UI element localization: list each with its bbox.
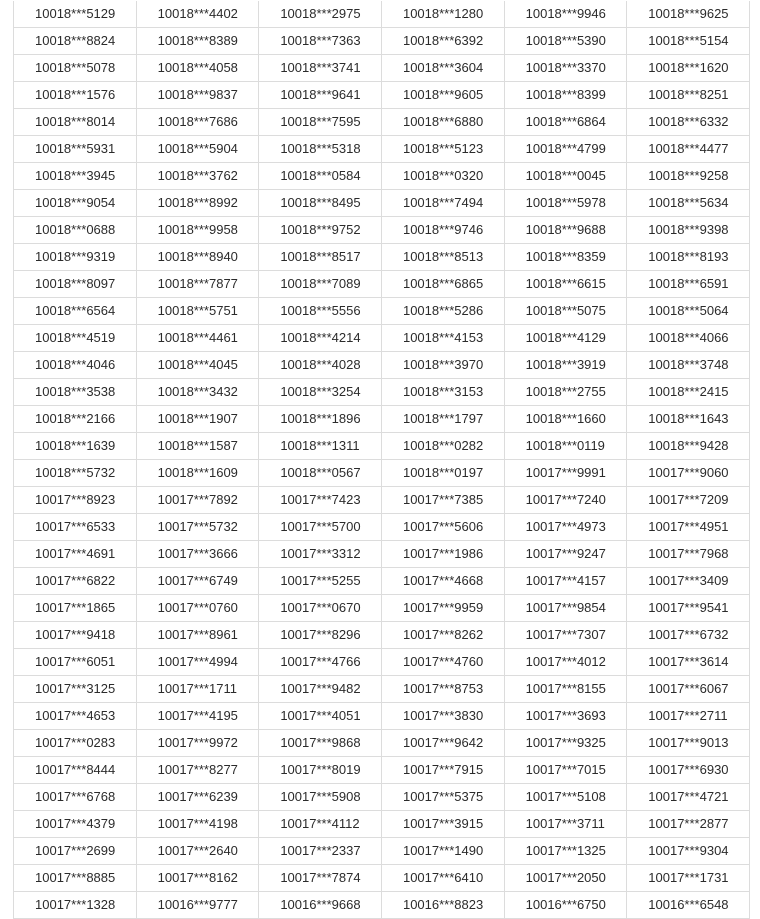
table-cell: 10018***5154 bbox=[627, 28, 750, 55]
table-row bbox=[14, 460, 750, 487]
table-cell: 10017***9991 bbox=[504, 460, 627, 487]
table-cell: 10018***5732 bbox=[14, 460, 137, 487]
table-cell: 10017***6239 bbox=[136, 784, 259, 811]
table-cell: 10017***4198 bbox=[136, 811, 259, 838]
table-cell: 10018***3604 bbox=[381, 55, 504, 82]
table-cell: 10017***7915 bbox=[381, 757, 504, 784]
table-cell: 10017***0283 bbox=[14, 730, 137, 757]
table-cell: 10017***4760 bbox=[381, 649, 504, 676]
table-cell: 10017***3666 bbox=[136, 541, 259, 568]
table-row bbox=[14, 595, 750, 622]
table-cell: 10018***1896 bbox=[259, 406, 382, 433]
table-cell: 10017***4379 bbox=[14, 811, 137, 838]
table-cell: 10017***0670 bbox=[259, 595, 382, 622]
table-row bbox=[14, 730, 750, 757]
table-cell: 10018***7595 bbox=[259, 109, 382, 136]
table-cell: 10017***8885 bbox=[14, 865, 137, 892]
table-row bbox=[14, 514, 750, 541]
table-cell: 10018***5904 bbox=[136, 136, 259, 163]
table-cell: 10017***7968 bbox=[627, 541, 750, 568]
table-cell: 10017***4195 bbox=[136, 703, 259, 730]
table-cell: 10017***4766 bbox=[259, 649, 382, 676]
table-row bbox=[14, 1, 750, 28]
table-cell: 10018***8389 bbox=[136, 28, 259, 55]
table-cell: 10016***6750 bbox=[504, 892, 627, 919]
table-cell: 10018***9319 bbox=[14, 244, 137, 271]
table-row bbox=[14, 811, 750, 838]
table-cell: 10018***5123 bbox=[381, 136, 504, 163]
table-cell: 10018***1639 bbox=[14, 433, 137, 460]
table-cell: 10018***9837 bbox=[136, 82, 259, 109]
table-cell: 10017***3125 bbox=[14, 676, 137, 703]
table-cell: 10018***8251 bbox=[627, 82, 750, 109]
id-table-container bbox=[13, 1, 750, 919]
table-cell: 10017***4951 bbox=[627, 514, 750, 541]
table-cell: 10018***6332 bbox=[627, 109, 750, 136]
table-cell: 10018***9688 bbox=[504, 217, 627, 244]
table-cell: 10017***8019 bbox=[259, 757, 382, 784]
table-cell: 10017***9325 bbox=[504, 730, 627, 757]
table-cell: 10018***5931 bbox=[14, 136, 137, 163]
table-cell: 10017***4691 bbox=[14, 541, 137, 568]
table-cell: 10018***1620 bbox=[627, 55, 750, 82]
table-cell: 10018***4519 bbox=[14, 325, 137, 352]
table-cell: 10018***1280 bbox=[381, 1, 504, 28]
table-cell: 10018***1643 bbox=[627, 406, 750, 433]
table-cell: 10017***9304 bbox=[627, 838, 750, 865]
table-cell: 10018***9054 bbox=[14, 190, 137, 217]
table-cell: 10017***3711 bbox=[504, 811, 627, 838]
table-cell: 10018***9428 bbox=[627, 433, 750, 460]
table-cell: 10018***8097 bbox=[14, 271, 137, 298]
table-cell: 10018***5318 bbox=[259, 136, 382, 163]
table-cell: 10018***0197 bbox=[381, 460, 504, 487]
table-cell: 10017***4012 bbox=[504, 649, 627, 676]
table-cell: 10018***4799 bbox=[504, 136, 627, 163]
table-cell: 10018***1907 bbox=[136, 406, 259, 433]
table-cell: 10018***7089 bbox=[259, 271, 382, 298]
table-cell: 10018***6591 bbox=[627, 271, 750, 298]
table-cell: 10017***7209 bbox=[627, 487, 750, 514]
table-cell: 10018***3741 bbox=[259, 55, 382, 82]
table-cell: 10017***8162 bbox=[136, 865, 259, 892]
table-cell: 10017***1711 bbox=[136, 676, 259, 703]
table-cell: 10018***1660 bbox=[504, 406, 627, 433]
table-cell: 10018***2415 bbox=[627, 379, 750, 406]
table-cell: 10017***6822 bbox=[14, 568, 137, 595]
table-cell: 10018***9398 bbox=[627, 217, 750, 244]
table-cell: 10017***0760 bbox=[136, 595, 259, 622]
table-cell: 10017***8923 bbox=[14, 487, 137, 514]
table-cell: 10017***9482 bbox=[259, 676, 382, 703]
table-cell: 10017***1865 bbox=[14, 595, 137, 622]
table-row bbox=[14, 55, 750, 82]
table-row bbox=[14, 649, 750, 676]
table-cell: 10018***8513 bbox=[381, 244, 504, 271]
table-cell: 10018***5129 bbox=[14, 1, 137, 28]
table-cell: 10017***6533 bbox=[14, 514, 137, 541]
table-row bbox=[14, 865, 750, 892]
table-cell: 10018***3432 bbox=[136, 379, 259, 406]
table-cell: 10018***4129 bbox=[504, 325, 627, 352]
table-cell: 10018***4045 bbox=[136, 352, 259, 379]
table-cell: 10018***5751 bbox=[136, 298, 259, 325]
table-cell: 10017***2877 bbox=[627, 811, 750, 838]
table-cell: 10018***4477 bbox=[627, 136, 750, 163]
table-cell: 10017***1328 bbox=[14, 892, 137, 919]
table-cell: 10018***0584 bbox=[259, 163, 382, 190]
table-cell: 10017***3312 bbox=[259, 541, 382, 568]
table-cell: 10017***8155 bbox=[504, 676, 627, 703]
table-cell: 10017***9854 bbox=[504, 595, 627, 622]
table-row bbox=[14, 325, 750, 352]
table-cell: 10018***0567 bbox=[259, 460, 382, 487]
table-cell: 10017***7385 bbox=[381, 487, 504, 514]
table-cell: 10017***5732 bbox=[136, 514, 259, 541]
id-table bbox=[13, 1, 750, 919]
table-cell: 10017***5700 bbox=[259, 514, 382, 541]
table-row bbox=[14, 109, 750, 136]
table-row bbox=[14, 487, 750, 514]
table-cell: 10017***6930 bbox=[627, 757, 750, 784]
table-cell: 10018***7877 bbox=[136, 271, 259, 298]
table-cell: 10018***5390 bbox=[504, 28, 627, 55]
table-row bbox=[14, 838, 750, 865]
table-cell: 10018***3919 bbox=[504, 352, 627, 379]
table-cell: 10018***3254 bbox=[259, 379, 382, 406]
table-cell: 10018***5634 bbox=[627, 190, 750, 217]
table-cell: 10017***9959 bbox=[381, 595, 504, 622]
table-cell: 10018***6392 bbox=[381, 28, 504, 55]
table-cell: 10018***9752 bbox=[259, 217, 382, 244]
table-cell: 10018***5978 bbox=[504, 190, 627, 217]
table-cell: 10017***2050 bbox=[504, 865, 627, 892]
table-row bbox=[14, 676, 750, 703]
table-cell: 10017***1731 bbox=[627, 865, 750, 892]
table-cell: 10018***5556 bbox=[259, 298, 382, 325]
table-cell: 10017***7307 bbox=[504, 622, 627, 649]
table-cell: 10017***9868 bbox=[259, 730, 382, 757]
table-cell: 10017***4157 bbox=[504, 568, 627, 595]
table-row bbox=[14, 892, 750, 919]
table-cell: 10018***6865 bbox=[381, 271, 504, 298]
table-row bbox=[14, 784, 750, 811]
table-cell: 10017***3693 bbox=[504, 703, 627, 730]
table-cell: 10017***2711 bbox=[627, 703, 750, 730]
table-cell: 10018***2166 bbox=[14, 406, 137, 433]
table-cell: 10018***4402 bbox=[136, 1, 259, 28]
table-cell: 10018***9958 bbox=[136, 217, 259, 244]
table-cell: 10017***5375 bbox=[381, 784, 504, 811]
table-cell: 10018***1587 bbox=[136, 433, 259, 460]
table-cell: 10017***2640 bbox=[136, 838, 259, 865]
table-cell: 10017***8277 bbox=[136, 757, 259, 784]
table-cell: 10018***7494 bbox=[381, 190, 504, 217]
table-cell: 10017***6768 bbox=[14, 784, 137, 811]
table-cell: 10018***9605 bbox=[381, 82, 504, 109]
table-row bbox=[14, 433, 750, 460]
table-row bbox=[14, 271, 750, 298]
table-cell: 10016***9777 bbox=[136, 892, 259, 919]
table-cell: 10018***7363 bbox=[259, 28, 382, 55]
table-cell: 10018***8399 bbox=[504, 82, 627, 109]
table-cell: 10017***9972 bbox=[136, 730, 259, 757]
table-cell: 10017***6732 bbox=[627, 622, 750, 649]
table-row bbox=[14, 244, 750, 271]
table-cell: 10017***6410 bbox=[381, 865, 504, 892]
table-cell: 10018***8359 bbox=[504, 244, 627, 271]
table-cell: 10018***6880 bbox=[381, 109, 504, 136]
table-cell: 10018***5078 bbox=[14, 55, 137, 82]
table-row bbox=[14, 541, 750, 568]
table-cell: 10017***6051 bbox=[14, 649, 137, 676]
table-row bbox=[14, 82, 750, 109]
table-row bbox=[14, 190, 750, 217]
table-cell: 10018***4214 bbox=[259, 325, 382, 352]
table-cell: 10018***9258 bbox=[627, 163, 750, 190]
table-cell: 10017***5606 bbox=[381, 514, 504, 541]
table-cell: 10018***1609 bbox=[136, 460, 259, 487]
table-cell: 10016***6548 bbox=[627, 892, 750, 919]
table-cell: 10017***3830 bbox=[381, 703, 504, 730]
table-cell: 10018***8940 bbox=[136, 244, 259, 271]
table-cell: 10017***5255 bbox=[259, 568, 382, 595]
table-cell: 10018***1576 bbox=[14, 82, 137, 109]
table-cell: 10017***2337 bbox=[259, 838, 382, 865]
table-cell: 10018***8824 bbox=[14, 28, 137, 55]
table-cell: 10016***8823 bbox=[381, 892, 504, 919]
table-cell: 10017***8444 bbox=[14, 757, 137, 784]
table-cell: 10017***8296 bbox=[259, 622, 382, 649]
table-cell: 10017***4112 bbox=[259, 811, 382, 838]
table-cell: 10017***9642 bbox=[381, 730, 504, 757]
table-cell: 10017***6749 bbox=[136, 568, 259, 595]
table-cell: 10017***1325 bbox=[504, 838, 627, 865]
table-cell: 10018***0119 bbox=[504, 433, 627, 460]
table-cell: 10017***4994 bbox=[136, 649, 259, 676]
table-cell: 10018***4461 bbox=[136, 325, 259, 352]
table-cell: 10017***7892 bbox=[136, 487, 259, 514]
table-cell: 10018***4046 bbox=[14, 352, 137, 379]
table-cell: 10017***5108 bbox=[504, 784, 627, 811]
table-cell: 10017***4721 bbox=[627, 784, 750, 811]
table-cell: 10018***3153 bbox=[381, 379, 504, 406]
table-row bbox=[14, 217, 750, 244]
table-cell: 10018***1311 bbox=[259, 433, 382, 460]
table-cell: 10018***5075 bbox=[504, 298, 627, 325]
table-cell: 10018***3748 bbox=[627, 352, 750, 379]
table-cell: 10018***0282 bbox=[381, 433, 504, 460]
table-cell: 10018***6564 bbox=[14, 298, 137, 325]
table-cell: 10018***3538 bbox=[14, 379, 137, 406]
table-cell: 10018***0320 bbox=[381, 163, 504, 190]
table-cell: 10017***9060 bbox=[627, 460, 750, 487]
table-cell: 10017***5908 bbox=[259, 784, 382, 811]
table-cell: 10018***0045 bbox=[504, 163, 627, 190]
table-cell: 10017***2699 bbox=[14, 838, 137, 865]
table-cell: 10018***8992 bbox=[136, 190, 259, 217]
table-cell: 10018***4058 bbox=[136, 55, 259, 82]
table-cell: 10016***9668 bbox=[259, 892, 382, 919]
table-cell: 10017***1490 bbox=[381, 838, 504, 865]
table-cell: 10018***1797 bbox=[381, 406, 504, 433]
table-cell: 10017***6067 bbox=[627, 676, 750, 703]
table-cell: 10018***4153 bbox=[381, 325, 504, 352]
table-cell: 10018***5064 bbox=[627, 298, 750, 325]
table-cell: 10018***3970 bbox=[381, 352, 504, 379]
table-cell: 10018***4066 bbox=[627, 325, 750, 352]
table-cell: 10018***8193 bbox=[627, 244, 750, 271]
table-cell: 10018***3945 bbox=[14, 163, 137, 190]
table-cell: 10017***4668 bbox=[381, 568, 504, 595]
table-cell: 10018***0688 bbox=[14, 217, 137, 244]
table-row bbox=[14, 406, 750, 433]
table-cell: 10018***6615 bbox=[504, 271, 627, 298]
table-cell: 10018***3762 bbox=[136, 163, 259, 190]
table-row bbox=[14, 379, 750, 406]
table-cell: 10018***2755 bbox=[504, 379, 627, 406]
table-cell: 10017***7874 bbox=[259, 865, 382, 892]
table-cell: 10017***8961 bbox=[136, 622, 259, 649]
table-row bbox=[14, 352, 750, 379]
table-row bbox=[14, 136, 750, 163]
table-cell: 10017***7240 bbox=[504, 487, 627, 514]
table-row bbox=[14, 28, 750, 55]
table-row bbox=[14, 703, 750, 730]
id-table-body bbox=[14, 1, 750, 919]
table-row bbox=[14, 163, 750, 190]
table-cell: 10018***9946 bbox=[504, 1, 627, 28]
table-cell: 10017***9418 bbox=[14, 622, 137, 649]
table-cell: 10017***3614 bbox=[627, 649, 750, 676]
table-cell: 10018***8014 bbox=[14, 109, 137, 136]
table-cell: 10017***4653 bbox=[14, 703, 137, 730]
table-cell: 10018***6864 bbox=[504, 109, 627, 136]
table-row bbox=[14, 757, 750, 784]
table-cell: 10018***9625 bbox=[627, 1, 750, 28]
table-cell: 10017***8262 bbox=[381, 622, 504, 649]
table-cell: 10017***7423 bbox=[259, 487, 382, 514]
table-cell: 10018***4028 bbox=[259, 352, 382, 379]
table-cell: 10018***9746 bbox=[381, 217, 504, 244]
table-cell: 10017***1986 bbox=[381, 541, 504, 568]
table-cell: 10017***9247 bbox=[504, 541, 627, 568]
table-cell: 10017***4973 bbox=[504, 514, 627, 541]
table-cell: 10018***9641 bbox=[259, 82, 382, 109]
table-row bbox=[14, 568, 750, 595]
table-cell: 10017***7015 bbox=[504, 757, 627, 784]
table-cell: 10017***3915 bbox=[381, 811, 504, 838]
table-cell: 10017***8753 bbox=[381, 676, 504, 703]
table-cell: 10017***3409 bbox=[627, 568, 750, 595]
table-cell: 10018***5286 bbox=[381, 298, 504, 325]
table-cell: 10018***2975 bbox=[259, 1, 382, 28]
table-cell: 10018***8495 bbox=[259, 190, 382, 217]
table-cell: 10017***4051 bbox=[259, 703, 382, 730]
table-row bbox=[14, 298, 750, 325]
table-cell: 10017***9013 bbox=[627, 730, 750, 757]
table-cell: 10017***9541 bbox=[627, 595, 750, 622]
table-cell: 10018***8517 bbox=[259, 244, 382, 271]
table-cell: 10018***3370 bbox=[504, 55, 627, 82]
table-cell: 10018***7686 bbox=[136, 109, 259, 136]
table-row bbox=[14, 622, 750, 649]
